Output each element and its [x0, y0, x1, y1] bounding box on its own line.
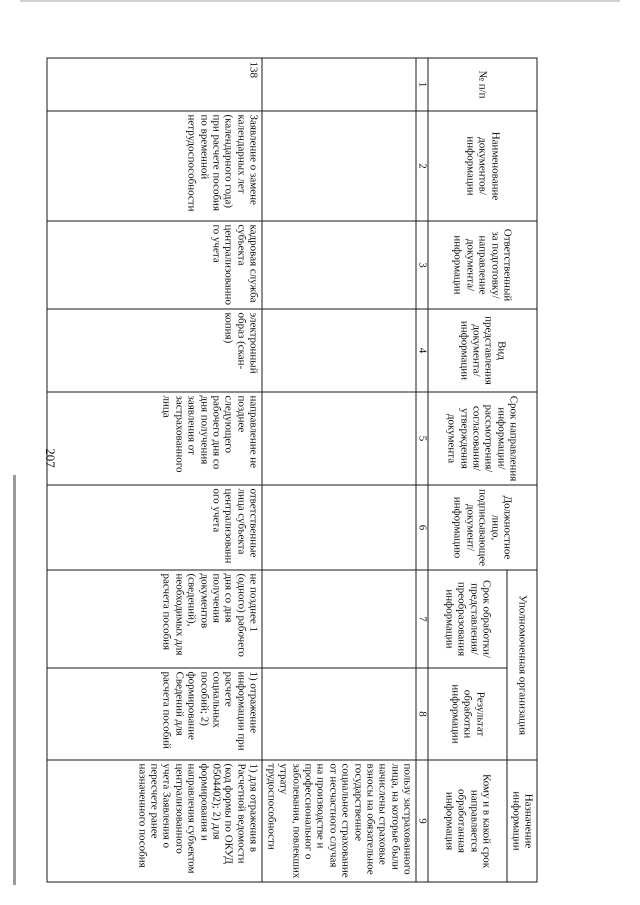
cell-org-deadline: не позднее 1 (одного) рабочего дня со дня получения документов (сведений), необходимых для расчета пособия: [47, 570, 262, 668]
cell-doc-name: Заявление о замене календарных лет (календарного года) при расчете пособия по временной нетрудоспособности: [47, 111, 262, 221]
table-rotation-frame: [98, 57, 537, 881]
header-row-group: [507, 58, 537, 882]
cell-deadline: направление не позднее следующего рабочего дня со дня получения заявления от застрахованного лица: [47, 392, 262, 485]
cell-form: электронный образ (скан-копия): [47, 309, 262, 392]
header-recipient-group: Назначение информации: [507, 760, 537, 882]
page-number: 207: [43, 448, 58, 468]
cell-recipient: пользу застрахованного лица, на которые были начислены страховые взносы на обязательное государственное социальное страхование от несчастного случая на производстве и профессиональног о заболевания, повлекших утрату трудоспособности: [262, 760, 416, 882]
col-number: 8: [416, 668, 428, 760]
cell-recipient: 1) для отражения в Расчетной ведомости (код формы по ОКУД 0504402); 2) для формирования и направления субъектом централизованного учета Заявления о пересчете ранее назначенного пособия: [47, 760, 262, 882]
header-official: Должностное лицо, подписывающее документ/ информацию: [428, 485, 537, 570]
cell-official: [262, 485, 416, 570]
header-org-deadline: Срок обработки/ представления/ преобразования информации: [428, 570, 507, 668]
cell-num: [262, 58, 416, 111]
cell-org-result: 1) отражение информации при расчете социальных пособий; 2) формирование Сведений для расчета пособий: [47, 668, 262, 760]
header-deadline: Срок направления информации/ рассмотрения/ согласования/ утверждения документа: [428, 392, 537, 485]
rotated-table-container: [98, 57, 537, 881]
col-number: 5: [416, 392, 428, 485]
header-doc-name: Наименование документов/ информации: [428, 111, 537, 221]
col-number: 2: [416, 111, 428, 221]
column-number-row: [416, 58, 428, 882]
cell-num: 138: [47, 58, 262, 111]
scan-top-edge: [20, 0, 620, 2]
cell-deadline: [262, 392, 416, 485]
col-number: 7: [416, 570, 428, 668]
cell-org-result: [262, 668, 416, 760]
cell-form: [262, 309, 416, 392]
col-number: 9: [416, 760, 428, 882]
table-row-138: [47, 58, 262, 882]
cell-official: ответственные лица субъекта централизованного учета: [47, 485, 262, 570]
cell-responsible: [262, 221, 416, 309]
col-number: 1: [416, 58, 428, 111]
cell-org-deadline: [262, 570, 416, 668]
col-number: 3: [416, 221, 428, 309]
header-org-result: Результат обработки информации: [428, 668, 507, 760]
scan-left-edge: [13, 475, 16, 885]
header-recipient: Кому и в какой срок направляется обработанная информация: [428, 760, 507, 882]
header-form: Вид представления документа/ информации: [428, 309, 537, 392]
header-org-group: Уполномоченная организация: [507, 570, 537, 760]
col-number: 6: [416, 485, 428, 570]
cell-doc-name: [262, 111, 416, 221]
col-number: 4: [416, 309, 428, 392]
cell-responsible: кадровая служба субъекта централизованного учета: [47, 221, 262, 309]
table-row-continuation: [262, 58, 416, 882]
header-responsible: Ответственный за подготовку/ направление документа/ информации: [428, 221, 537, 309]
header-num: № п/п: [428, 58, 537, 111]
document-table: [46, 57, 537, 882]
